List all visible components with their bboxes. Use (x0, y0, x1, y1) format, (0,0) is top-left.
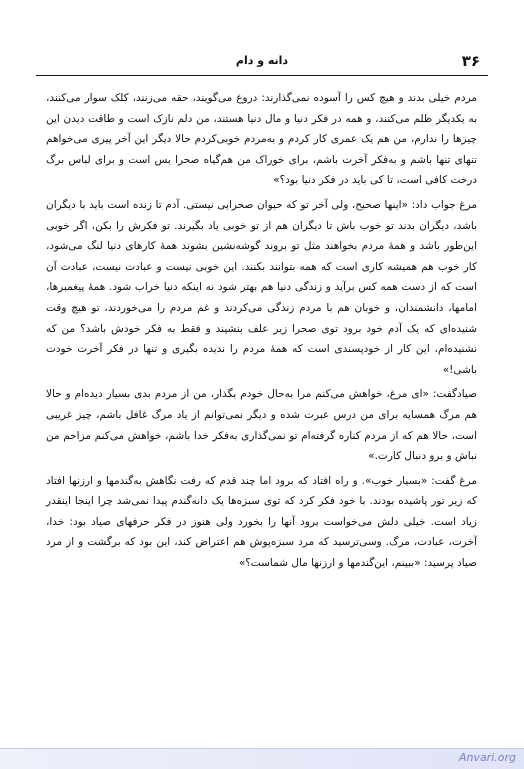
paragraph-2: مرغ جواب داد: «اینها صحیح، ولی آخر تو که حیوان صحرایی نیستی. آدم تا زنده است باید با دیگران باشد، دیگران بدند تو خوب باش تا دیگران هم از تو خوبی یاد بگیرند. تو فکرش را بکن، اگر خوبی این‌طور باشد و همهٔ مردم بخواهند مثل تو بروند گوشه‌نشین بشوند همهٔ کارهای دنیا لنگ می‌شود، کار خوب هم همیشه کاری است که همه بتوانند بکنند. این خوبی نیست و عبادت نیست، عبادت آن است که از دست همه کس برآید و زندگی دنیا هم بهتر شود نه اینکه دنیا خراب شود. همهٔ پیغمبرها، امامها، دانشمندان، و خوبان هم با مردم زندگی می‌کردند و غم مردم را می‌خوردند، تو هیچ وقت شنیده‌ای که یک آدم خود برود توی صحرا زیر علف بنشیند و فقط به فکر خودش باشد؟ من که نشنیده‌ام، این کار از خودپسندی است که همهٔ مردم را ندیده بگیری و تنها در فکر آخرت خودت باشی!» (46, 198, 477, 376)
running-title: دانه و دام (235, 54, 289, 67)
watermark-logo: Anvari.org (458, 751, 516, 764)
body-text (46, 88, 477, 578)
footer-band (0, 748, 524, 769)
paragraph-1: مردم خیلی بدند و هیچ کس را آسوده نمی‌گذارند: دروغ می‌گویند، حقه می‌زنند، کلک سوار می‌کنند، به یکدیگر ظلم می‌کنند، و همه در فکر دنیا و مال دنیا هستند، من دلم نازک است و طاقت دیدن این چیزها را ندارم، من هم یک عمری کار کردم و به‌مردم خوبی‌کردم حالا دیگر این آخر پیری می‌خواهم تنهای تنها باشم و به‌فکر آخرت باشم، برای خوراک من هم‌گیاه صحرا بس است و برای لباس برگ درخت کافی است، تا کی باید در فکر دنیا بود؟» (46, 92, 477, 187)
page-header (36, 50, 488, 74)
paragraph-4: مرغ گفت: «بسیار خوب». و راه افتاد که برود اما چند قدم که رفت نگاهش به‌گندمها و ارزنها افتاد که زیر تور پاشیده بودند. با خود فکر کرد که توی سبزه‌ها یک دانه‌گندم پیدا نمی‌شد چرا اینجا اینقدر زیاد است. خیلی دلش می‌خواست برود آنها را بخورد ولی هنوز در فکر حرفهای صیاد بود: خدا، آخرت، عبادت، مرگ. وسی‌ترسید که مرد سبزه‌پوش هم اعتراض کند، این بود که برگشت و از مرد صیاد پرسید: «ببینم، این‌گندمها و ارزنها مال شماست؟» (46, 474, 477, 570)
page-number: ۳۶ (461, 52, 480, 70)
paragraph-3: صیادگفت: «ای مرغ، خواهش می‌کنم مرا به‌حال خودم بگذار، من از مردم بدی بسیار دیده‌ام و حالا هم مرگ همسایه برای من درس عبرت شده و دیگر نمی‌توانم از یاد مرگ غافل باشم، چیز غریبی است، حالا هم که از مردم کناره گرفته‌ام تو نمی‌گذاری به‌فکر خدا باشم، خواهش می‌کنم مزاحم من نباش و برو دنبال کارت.» (46, 388, 477, 463)
header-rule (36, 75, 488, 76)
